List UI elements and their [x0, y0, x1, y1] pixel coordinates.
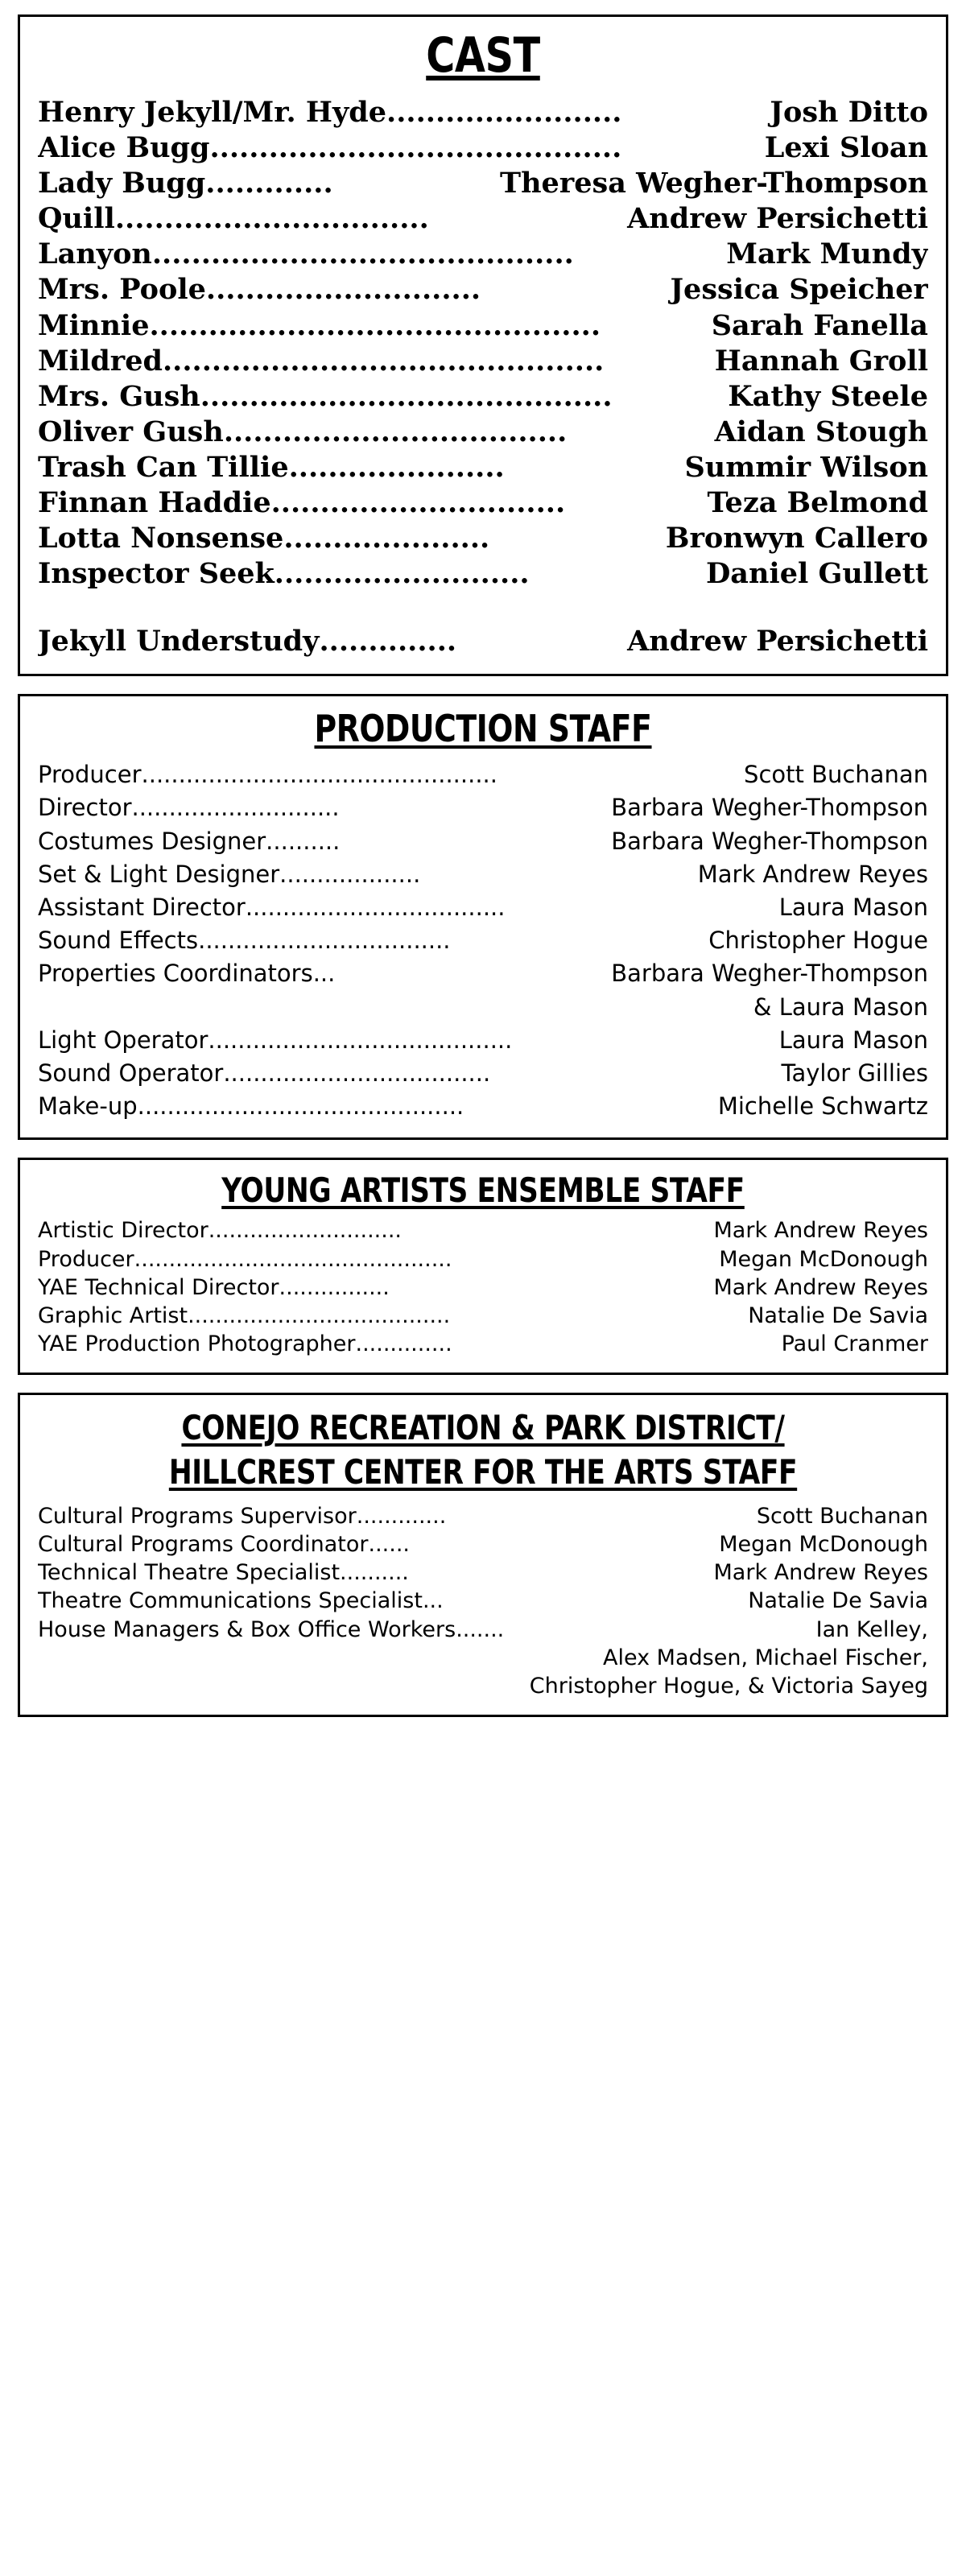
leader-dots: ..............: [355, 1331, 452, 1356]
cast-understudy-row: [38, 624, 928, 659]
staff-row: [38, 1024, 928, 1057]
staff-row: [38, 791, 928, 824]
cast-row: [38, 130, 928, 166]
staff-row: [38, 1616, 928, 1644]
staff-role: Light Operator: [38, 1026, 208, 1054]
staff-person: Barbara Wegher-Thompson: [611, 794, 928, 822]
staff-role: Cultural Programs Coordinator: [38, 1532, 369, 1558]
staff-person: Mark Andrew Reyes: [713, 1560, 928, 1586]
cast-row: [38, 308, 928, 344]
conejo-park-district-title: [118, 1406, 848, 1494]
staff-person: Scott Buchanan: [744, 761, 928, 789]
leader-dots: ..............................................: [134, 1246, 452, 1272]
leader-dots: ..............................: [270, 486, 566, 520]
leader-dots: .............: [205, 167, 333, 200]
staff-row: [38, 1502, 928, 1530]
cast-role: Lady Bugg: [38, 167, 206, 200]
cast-title: CAST: [426, 27, 540, 84]
staff-row: [38, 1558, 928, 1587]
leader-dots: ............................................: [137, 1092, 464, 1121]
cast-actor: Kathy Steele: [728, 379, 928, 413]
conejo-title-line-2: HILLCREST CENTER FOR THE ARTS STAFF: [168, 1451, 798, 1492]
cast-row: [38, 237, 928, 272]
staff-role: Sound Effects: [38, 927, 199, 955]
leader-dots: .........................................: [208, 1026, 513, 1054]
cast-actor: Daniel Gullett: [705, 557, 928, 591]
staff-row: [38, 1302, 928, 1330]
staff-row: [38, 1216, 928, 1245]
cast-role: Henry Jekyll/Mr. Hyde: [38, 96, 387, 129]
staff-row: [38, 1330, 928, 1358]
cast-actor: Mark Mundy: [726, 237, 928, 271]
leader-dots: ............................: [131, 794, 340, 822]
staff-row: [38, 924, 928, 957]
staff-person: Michelle Schwartz: [717, 1092, 928, 1121]
leader-dots: ......................................: [188, 1302, 451, 1328]
leader-dots: ..........: [340, 1560, 409, 1586]
staff-role: Producer: [38, 761, 142, 789]
production-staff-panel: [18, 694, 948, 1140]
staff-row: [38, 1245, 928, 1274]
staff-role: Cultural Programs Supervisor: [38, 1504, 357, 1530]
staff-person: Natalie De Savia: [748, 1302, 928, 1328]
cast-role: Alice Bugg: [38, 131, 210, 165]
staff-row: [38, 1587, 928, 1615]
cast-role: Mildred: [38, 344, 163, 378]
staff-role: Theatre Communications Specialist: [38, 1588, 423, 1614]
cast-role: Inspector Seek: [38, 557, 275, 591]
production-staff-title: PRODUCTION STAFF: [314, 707, 652, 751]
staff-role: Set & Light Designer: [38, 860, 280, 888]
leader-dots: ..................................: [198, 927, 451, 955]
staff-role: Properties Coordinators: [38, 960, 313, 988]
young-artists-ensemble-title: YOUNG ARTISTS ENSEMBLE STAFF: [221, 1170, 745, 1211]
cast-role: Lotta Nonsense: [38, 522, 284, 555]
staff-row: [38, 957, 928, 990]
cast-role: Lanyon: [38, 237, 152, 271]
leader-dots: ...................................: [245, 893, 506, 921]
cast-role: Finnan Haddie: [38, 486, 271, 520]
staff-person: Megan McDonough: [719, 1246, 928, 1272]
staff-row: [38, 891, 928, 924]
leader-dots: ................: [279, 1274, 390, 1300]
staff-person: Taylor Gillies: [781, 1059, 928, 1087]
staff-row: [38, 1530, 928, 1558]
leader-dots: ....................................: [223, 1059, 491, 1087]
cast-actor: Sarah Fanella: [711, 308, 928, 342]
cast-row: [38, 556, 928, 592]
leader-dots: ..........................: [274, 557, 530, 591]
leader-dots: .............................................: [163, 344, 605, 378]
staff-role: Make-up: [38, 1092, 138, 1121]
cast-actor: Aidan Stough: [714, 415, 928, 448]
leader-dots: ......: [368, 1532, 410, 1558]
leader-dots: ...................: [279, 860, 421, 888]
staff-role: House Managers & Box Office Workers: [38, 1616, 456, 1642]
leader-dots: ......................: [288, 450, 505, 484]
cast-row: [38, 272, 928, 308]
leader-dots: .......: [456, 1616, 505, 1642]
cast-actor: Bronwyn Callero: [665, 522, 928, 555]
staff-row-continuation: Christopher Hogue, & Victoria Sayeg: [529, 1673, 928, 1699]
cast-spacer: [38, 592, 928, 624]
cast-role: Mrs. Gush: [38, 379, 200, 413]
staff-role: Director: [38, 794, 132, 822]
staff-person: Paul Cranmer: [781, 1331, 928, 1356]
leader-dots: .............: [356, 1504, 447, 1530]
conejo-title-line-1: CONEJO RECREATION & PARK DISTRICT/: [181, 1407, 785, 1447]
staff-person: Ian Kelley,: [815, 1616, 928, 1642]
staff-row: [38, 1274, 928, 1302]
staff-person: Barbara Wegher-Thompson: [611, 827, 928, 855]
leader-dots: ................................................: [141, 761, 497, 789]
cast-row: [38, 201, 928, 237]
staff-row: [38, 825, 928, 858]
staff-role: Costumes Designer: [38, 827, 266, 855]
staff-row: [38, 1057, 928, 1090]
staff-person: Mark Andrew Reyes: [713, 1274, 928, 1300]
cast-actor: Lexi Sloan: [764, 131, 928, 165]
cast-actor: Hannah Groll: [714, 344, 928, 378]
staff-role: Technical Theatre Specialist: [38, 1560, 341, 1586]
leader-dots: ...........................................: [151, 237, 574, 271]
staff-person: Mark Andrew Reyes: [713, 1218, 928, 1244]
staff-person: Mark Andrew Reyes: [697, 860, 928, 888]
cast-panel: [18, 14, 948, 676]
cast-row: [38, 450, 928, 485]
cast-role: Trash Can Tillie: [38, 450, 289, 484]
cast-actor: Summir Wilson: [684, 450, 928, 484]
cast-actor: Jessica Speicher: [670, 273, 928, 307]
staff-role: YAE Technical Director: [38, 1274, 279, 1300]
staff-person: Scott Buchanan: [756, 1504, 928, 1530]
staff-role: YAE Production Photographer: [38, 1331, 356, 1356]
cast-actor: Teza Belmond: [707, 486, 928, 520]
staff-person: Laura Mason: [778, 893, 928, 921]
staff-role: Artistic Director: [38, 1218, 208, 1244]
cast-row: [38, 379, 928, 415]
cast-role: Oliver Gush: [38, 415, 224, 448]
leader-dots: ...: [422, 1588, 444, 1614]
cast-row: [38, 521, 928, 556]
staff-role: Graphic Artist: [38, 1302, 188, 1328]
staff-person: Christopher Hogue: [708, 927, 928, 955]
staff-person: Barbara Wegher-Thompson: [611, 960, 928, 988]
leader-dots: ...................................: [223, 415, 568, 448]
staff-person: Natalie De Savia: [748, 1588, 928, 1614]
staff-row: [38, 1090, 928, 1123]
cast-actor: Theresa Wegher-Thompson: [500, 167, 928, 200]
leader-dots: ............................: [208, 1218, 402, 1244]
leader-dots: ..........: [266, 827, 341, 855]
staff-role: Sound Operator: [38, 1059, 224, 1087]
cast-role: Quill: [38, 202, 115, 236]
leader-dots: ..........................................: [200, 379, 613, 413]
leader-dots: ..........................................: [209, 131, 622, 165]
cast-actor: Andrew Persichetti: [627, 625, 928, 658]
staff-person: Laura Mason: [778, 1026, 928, 1054]
cast-row: [38, 95, 928, 130]
leader-dots: .....................: [283, 522, 490, 555]
leader-dots: ............................: [205, 273, 481, 307]
staff-row: [38, 758, 928, 791]
cast-row: [38, 485, 928, 521]
cast-actor: Josh Ditto: [770, 96, 928, 129]
cast-actor: Andrew Persichetti: [627, 202, 928, 236]
cast-role: Mrs. Poole: [38, 273, 206, 307]
staff-person: Megan McDonough: [719, 1532, 928, 1558]
staff-role: Producer: [38, 1246, 134, 1272]
leader-dots: ...: [312, 960, 336, 988]
leader-dots: ................................: [114, 202, 429, 236]
staff-row: [38, 858, 928, 891]
staff-row-continuation: Alex Madsen, Michael Fischer,: [603, 1645, 928, 1670]
leader-dots: ........................: [386, 96, 622, 129]
cast-row: [38, 166, 928, 201]
cast-row: [38, 344, 928, 379]
cast-role: Minnie: [38, 308, 150, 342]
cast-row: [38, 415, 928, 450]
leader-dots: ..............................................: [149, 308, 601, 342]
staff-role: Assistant Director: [38, 893, 246, 921]
leader-dots: ..............: [319, 625, 457, 658]
cast-role: Jekyll Understudy: [38, 625, 320, 658]
staff-row-continuation: & Laura Mason: [753, 993, 928, 1021]
conejo-park-district-panel: [18, 1393, 948, 1717]
young-artists-ensemble-panel: [18, 1158, 948, 1375]
